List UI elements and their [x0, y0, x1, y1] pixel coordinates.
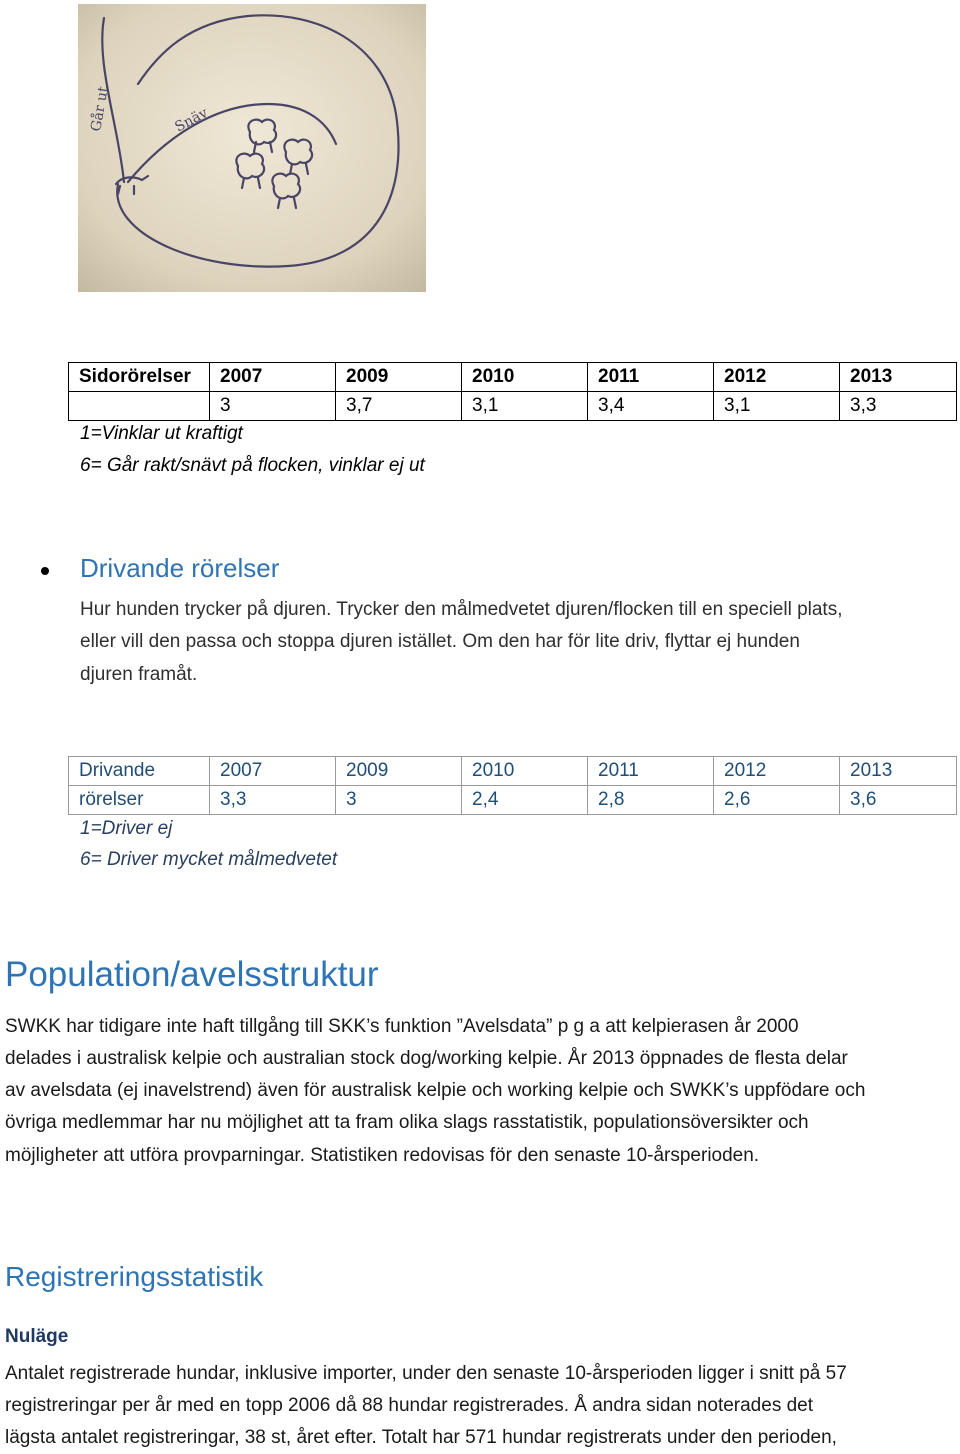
table-cell: 3,6	[840, 786, 957, 815]
table-cell: 2007	[210, 757, 336, 786]
paragraph-line: av avelsdata (ej inavelstrend) även för australisk kelpie och working kelpie och SWKK’s uppfödare och	[5, 1080, 866, 1101]
scale-note-low: 1=Driver ej	[80, 818, 173, 839]
section-heading-population: Population/avelsstruktur	[5, 955, 379, 994]
paragraph-line: övriga medlemmar har nu möjlighet att ta fram olika slags rasstatistik, populationsöversikter och	[5, 1112, 809, 1133]
paragraph-line: möjligheter att utföra provparningar. Statistiken redovisas för den senaste 10-årsperioden.	[5, 1145, 760, 1166]
paragraph-line: registreringar per år med en topp 2006 då 88 hundar registrerades. Å andra sidan noterades det	[5, 1395, 814, 1416]
table-cell: 2,8	[588, 786, 714, 815]
table-cell: rörelser	[69, 786, 210, 815]
table-cell: 2,4	[462, 786, 588, 815]
table-cell	[69, 392, 210, 421]
table-header-row	[69, 363, 957, 392]
bullet-heading: Drivande rörelser	[80, 553, 280, 583]
table-cell: 2010	[462, 363, 588, 392]
table-cell: 3,3	[210, 786, 336, 815]
subsection-heading: Nuläge	[5, 1326, 69, 1347]
table-cell: 2010	[462, 757, 588, 786]
sketch-photo	[78, 4, 426, 292]
bullet-line: Hur hunden trycker på djuren. Trycker den målmedvetet djuren/flocken till en speciell plats,	[80, 599, 843, 620]
scale-note-high: 6= Går rakt/snävt på flocken, vinklar ej ut	[80, 455, 425, 476]
table-cell: Sidorörelser	[69, 363, 210, 392]
table-row	[69, 786, 957, 815]
scale-note-high: 6= Driver mycket målmedvetet	[80, 849, 338, 870]
table-cell: 2007	[210, 363, 336, 392]
table-cell: 3	[210, 392, 336, 421]
sidororelser-table	[68, 362, 957, 421]
table-cell: Drivande	[69, 757, 210, 786]
scale-note-low: 1=Vinklar ut kraftigt	[80, 423, 243, 444]
table-cell: 2012	[714, 757, 840, 786]
bullet-dot	[41, 567, 49, 575]
paragraph-line: Antalet registrerade hundar, inklusive importer, under den senaste 10-årsperioden ligger i snitt på 57	[5, 1363, 847, 1384]
table-cell: 2013	[840, 757, 957, 786]
paragraph-line: lägsta antalet registreringar, 38 st, året efter. Totalt har 571 hundar registrerats under den perioden,	[5, 1427, 837, 1448]
sketch-label-left: Går ut	[88, 85, 112, 133]
table-cell: 2009	[336, 757, 462, 786]
bullet-line: djuren framåt.	[80, 664, 198, 685]
table-cell: 3,1	[462, 392, 588, 421]
table-cell: 2013	[840, 363, 957, 392]
table-cell: 2012	[714, 363, 840, 392]
table-cell: 3,3	[840, 392, 957, 421]
table-cell: 3,4	[588, 392, 714, 421]
table-cell: 2,6	[714, 786, 840, 815]
drivande-table	[68, 756, 957, 815]
section-heading-registrering: Registreringsstatistik	[5, 1261, 264, 1292]
table-cell: 3,1	[714, 392, 840, 421]
table-row	[69, 392, 957, 421]
table-cell: 3	[336, 786, 462, 815]
table-cell: 2011	[588, 363, 714, 392]
table-cell: 2009	[336, 363, 462, 392]
paragraph-line: SWKK har tidigare inte haft tillgång till SKK’s funktion ”Avelsdata” p g a att kelpierasen år 2000	[5, 1016, 799, 1037]
table-header-row	[69, 757, 957, 786]
table-cell: 3,7	[336, 392, 462, 421]
paragraph-line: delades i australisk kelpie och australian stock dog/working kelpie. År 2013 öppnades de flesta delar	[5, 1048, 848, 1069]
sketch-label-arc: Snäv	[172, 105, 211, 136]
table-cell: 2011	[588, 757, 714, 786]
bullet-line: eller vill den passa och stoppa djuren istället. Om den har för lite driv, flyttar ej hunden	[80, 631, 800, 652]
